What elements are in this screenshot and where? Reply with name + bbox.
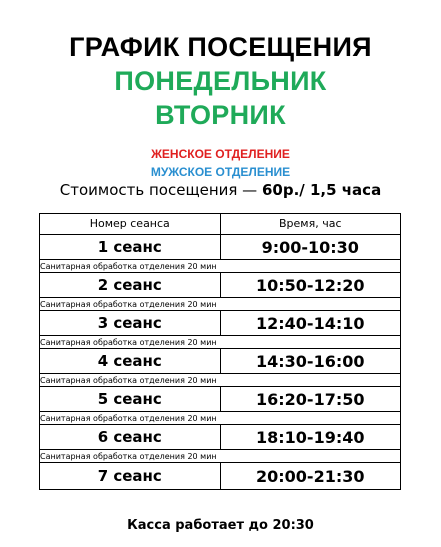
table-header-row xyxy=(40,214,400,234)
table-row xyxy=(40,234,400,259)
session-time: 12:40-14:10 xyxy=(220,311,401,335)
session-time: 14:30-16:00 xyxy=(220,349,401,373)
cost-value: 60р./ 1,5 часа xyxy=(261,181,382,199)
table-row xyxy=(40,462,400,489)
session-time: 16:20-17:50 xyxy=(220,387,401,411)
session-time: 9:00-10:30 xyxy=(220,235,401,259)
sanitary-note: Санитарная обработка отделения 20 мин xyxy=(40,373,400,386)
page-title: ГРАФИК ПОСЕЩЕНИЯ xyxy=(69,32,372,62)
session-name: 4 сеанс xyxy=(97,352,162,370)
session-name: 6 сеанс xyxy=(97,428,162,446)
session-time: 20:00-21:30 xyxy=(220,463,401,489)
column-header-session: Номер сеанса xyxy=(89,217,170,230)
cost-label: Стоимость посещения — xyxy=(59,181,258,199)
sanitary-note: Санитарная обработка отделения 20 мин xyxy=(40,259,400,272)
session-name: 7 сеанс xyxy=(97,467,162,485)
table-row xyxy=(40,348,400,373)
day-tuesday: ВТОРНИК xyxy=(155,100,286,130)
column-header-time: Время, час xyxy=(220,214,401,234)
sanitary-note: Санитарная обработка отделения 20 мин xyxy=(40,335,400,348)
table-row xyxy=(40,310,400,335)
sanitary-note: Санитарная обработка отделения 20 мин xyxy=(40,449,400,462)
session-name: 1 сеанс xyxy=(97,238,162,256)
sanitary-note: Санитарная обработка отделения 20 мин xyxy=(40,411,400,424)
cost-line xyxy=(0,181,441,199)
session-time: 10:50-12:20 xyxy=(220,273,401,297)
session-name: 5 сеанс xyxy=(97,390,162,408)
men-department: МУЖСКОЕ ОТДЕЛЕНИЕ xyxy=(150,165,291,179)
session-name: 3 сеанс xyxy=(97,314,162,332)
sanitary-note: Санитарная обработка отделения 20 мин xyxy=(40,297,400,310)
women-department: ЖЕНСКОЕ ОТДЕЛЕНИЕ xyxy=(151,147,290,161)
cashier-hours: Касса работает до 20:30 xyxy=(127,518,314,533)
session-time: 18:10-19:40 xyxy=(220,425,401,449)
schedule-table xyxy=(39,213,401,490)
table-row xyxy=(40,386,400,411)
table-row xyxy=(40,272,400,297)
session-name: 2 сеанс xyxy=(97,276,162,294)
day-monday: ПОНЕДЕЛЬНИК xyxy=(114,66,327,96)
table-row xyxy=(40,424,400,449)
